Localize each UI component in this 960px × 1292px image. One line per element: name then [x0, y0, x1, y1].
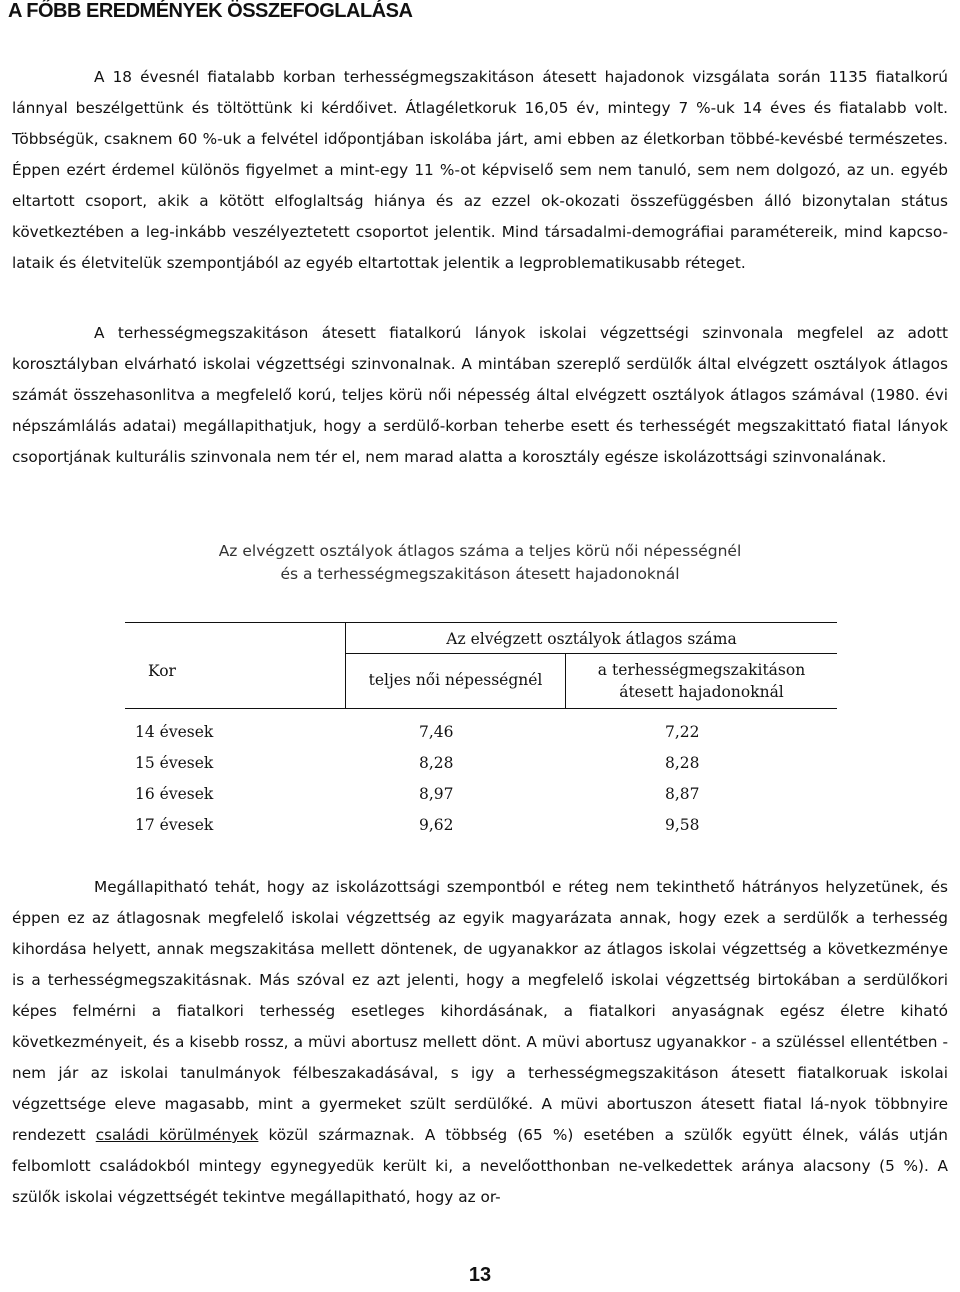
paragraph-conclusion [12, 872, 948, 1213]
table-header-group-rule [346, 653, 837, 654]
table-caption-line-2: és a terhességmegszakitáson átesett hajadonoknál [280, 565, 680, 583]
table-cell-age: 16 évesek [135, 785, 214, 803]
table-cell-girls: 7,22 [665, 723, 700, 741]
page-number: 13 [468, 1264, 492, 1286]
table-header-group: Az elvégzett osztályok átlagos száma [446, 630, 737, 648]
table-cell-total: 9,62 [419, 816, 454, 834]
table-caption-line-1: Az elvégzett osztályok átlagos száma a teljes körü női népességnél [218, 542, 742, 560]
table-header-girls-line-2: átesett hajadonoknál [619, 683, 784, 701]
table-cell-age: 14 évesek [135, 723, 214, 741]
table-cell-girls: 8,87 [665, 785, 700, 803]
underlined-phrase: családi körülmények [95, 1126, 259, 1144]
table-row [125, 782, 837, 806]
table-header-total: teljes női népességnél [368, 671, 543, 689]
table-cell-girls: 8,28 [665, 754, 700, 772]
table-top-rule [125, 622, 837, 623]
table-cell-total: 8,28 [419, 754, 454, 772]
paragraph-conclusion-text-1: Megállapitható tehát, hogy az iskolázottsági szempontból e réteg nem tekinthető hátrányos helyzetünek, és éppen ez az átlagosnak megfelelő iskolai végzettség az egyik magyarázata annak, hogy ezek a serdülők a terhesség kihordása helyett, annak megszakitása mellett döntenek, de ugyanakkor az átlagos iskolai végzettség a következménye is a terhességmegszakitásnak. Más szóval ez azt jelenti, hogy a megfelelő iskolai végzettség birtokában a serdülőkori képes felmérni a fiatalkori terhesség esetleges kihordásának, a fiatalkori anyaságnak egész életre kiható következményeit, és a kisebb rossz, a müvi abortusz mellett dönt. A müvi abortusz ugyanakkor - a szüléssel ellentétben - nem jár az iskolai tanulmányok félbeszakadásával, s igy a terhességmegszakitáson átesett fiatalkoruak iskolai végzettsége eleve magasabb, mint a gyermeket szült serdülőké. A müvi abortuszon átesett fiatal lá-nyok többnyire rendezett [12, 878, 948, 1144]
table-row [125, 720, 837, 744]
table-cell-age: 17 évesek [135, 816, 214, 834]
table-header-age: Kor [148, 662, 176, 680]
table-header-girls-line-1: a terhességmegszakitáson [597, 661, 806, 679]
paragraph-education: A terhességmegszakitáson átesett fiatalkorú lányok iskolai végzettségi szinvonala megfelel az adott korosztályban elvárható iskolai végzettségi szinvonalnak. A mintában szereplő serdülők által elvégzett osztályok átlagos számát összehasonlitva a megfelelő korú, teljes körü női népesség által elvégzett osztályok átlagos számával (1980. évi népszámlálás adatai) megállapithatjuk, hogy a serdülő-korban teherbe esett és terhességét megszakittató fiatal lányok csoportjának kulturális szinvonala nem tér el, nem marad alatta a korosztály egésze iskolázottsági szinvonalának. [12, 324, 948, 466]
paragraph-summary: A 18 évesnél fiatalabb korban terhességmegszakitáson átesett hajadonok vizsgálata során 1135 fiatalkorú lánnyal beszélgettünk és töltöttünk ki kérdőivet. Átlagéletkoruk 16,05 év, mintegy 7 %-uk 14 éves és fiatalabb volt. Többségük, csaknem 60 %-uk a felvétel időpontjában iskolába járt, ami ebben az életkorban többé-kevésbé természetes. Éppen ezért érdemel különös figyelmet a mint-egy 11 %-ot képviselő sem nem tanuló, sem nem dolgozó, az un. egyéb eltartott csoport, akik a kötött elfoglaltság hiánya és az ezzel ok-okozati összefüggésben álló bizonytalan státus következtében a leg-inkább veszélyeztetett csoportot jelentik. Mind társadalmi-demográfiai paramétereik, mind kapcso-lataik és életvitelük szempontjából az egyéb eltartottak jelentik a legproblematikusabb réteget. [12, 68, 948, 272]
paragraph-conclusion-text-2: közül származnak. A többség (65 %) esetében a szülők együtt élnek, válás utján felbomlott családokból mintegy egynegyedük került ki, a nevelőotthonban ne-velkedettek aránya alacsony (5 %). A szülők iskolai végzettségét tekintve megállapitható, hogy az or- [12, 1126, 948, 1206]
table-row [125, 751, 837, 775]
table-header-rule [125, 708, 837, 709]
table-cell-age: 15 évesek [135, 754, 214, 772]
table-caption [0, 540, 960, 586]
table-cell-total: 8,97 [419, 785, 454, 803]
page-title: A FŐBB EREDMÉNYEK ÖSSZEFOGLALÁSA [8, 0, 413, 22]
table-cell-total: 7,46 [419, 723, 454, 741]
table-cell-girls: 9,58 [665, 816, 700, 834]
table-row [125, 813, 837, 837]
